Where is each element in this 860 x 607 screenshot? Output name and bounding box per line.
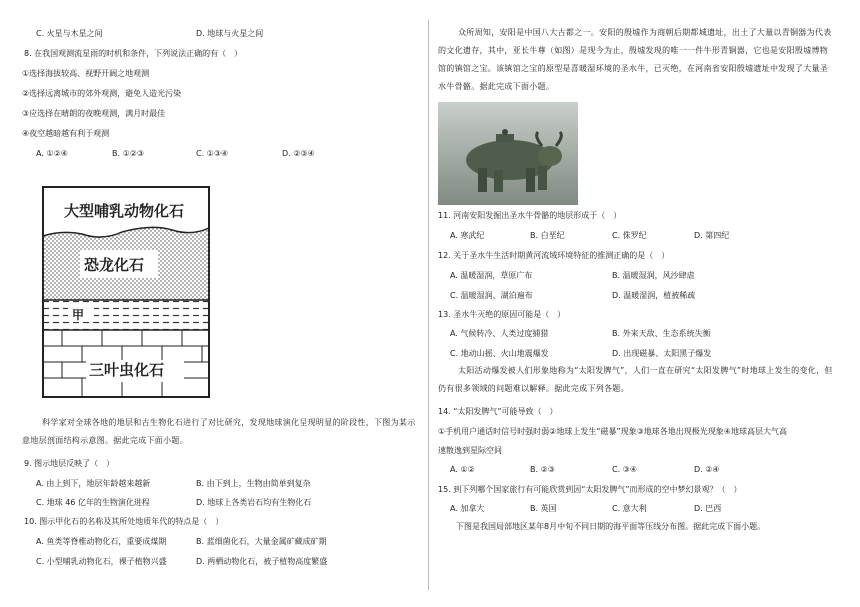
q11-option-a: A. 寒武纪 — [450, 231, 485, 240]
layer-label-dinosaur: 恐龙化石 — [84, 256, 145, 274]
q14-option-d: D. ②④ — [694, 465, 720, 474]
q9-option-c: C. 地球 46 亿年的生物演化进程 — [36, 498, 150, 507]
q14-option-b: B. ②③ — [530, 465, 555, 474]
q15-option-d: D. 巴西 — [694, 504, 722, 513]
q13-option-d: D. 出现磁暴、太阳黑子爆发 — [612, 349, 712, 358]
q8-item-3: ③应选择在晴朗的夜晚观测，满月时最佳 — [22, 109, 166, 118]
q13-option-b: B. 外来天敌、生态系统失衡 — [612, 329, 711, 338]
q14-items-line2: 速散逸到星际空间 — [438, 446, 502, 455]
q12-option-d: D. 温暖湿润，植被稀疏 — [612, 291, 696, 300]
q10-stem: 10. 图示甲化石的名称及其所处地质年代的特点是（ ） — [24, 517, 224, 526]
q9-option-b: B. 由下到上，生物由简单到复杂 — [196, 479, 311, 488]
q15-stem: 15. 到下列哪个国家旅行有可能欣赏到因“太阳发脾气”而形成的空中梦幻景观？（ ） — [438, 485, 742, 494]
q15-option-b: B. 英国 — [530, 504, 557, 513]
q8-item-1: ①选择海拔较高、视野开阔之地观测 — [22, 69, 150, 78]
q13-option-c: C. 地动山摇、火山地震爆发 — [450, 349, 549, 358]
layer-label-jia: 甲 — [72, 308, 85, 322]
q7-option-c: C. 火星与木星之间 — [36, 29, 103, 38]
q13-stem: 13. 圣水牛灭绝的原因可能是（ ） — [438, 310, 566, 319]
q11-stem: 11. 河南安阳发掘出圣水牛骨骼的地层形成于（ ） — [438, 211, 622, 220]
q12-stem: 12. 关于圣水牛生活时期黄河流域环境特征的推测正确的是（ ） — [438, 251, 670, 260]
q10-option-b: B. 蓝细菌化石，大量金属矿藏成矿期 — [196, 537, 327, 546]
q10-option-d: D. 两栖动物化石，被子植物高度繁盛 — [196, 557, 328, 566]
pressure-map-intro: 下图是我国局部地区某年8月中旬不同日期的海平面等压线分布图。据此完成下面小题。 — [456, 522, 766, 531]
q7-option-d: D. 地球与火星之间 — [196, 29, 264, 38]
sun-intro-paragraph: 太阳活动爆发被人们形象地称为“太阳发脾气”，人们一直在研究“太阳发脾气”时地球上发生的变化，但仍有很多领域的问题难以解释。据此完成下列各题。 — [438, 366, 833, 393]
q10-option-c: C. 小型哺乳动物化石，裸子植物兴盛 — [36, 557, 167, 566]
q10-option-a: A. 鱼类等脊椎动物化石，重要成煤期 — [36, 537, 167, 546]
q8-stem: 8. 在我国观测流星雨的时机和条件，下列说法正确的有（ ） — [24, 49, 243, 58]
q8-item-2: ②选择远离城市的郊外观测，避免人造光污染 — [22, 89, 182, 98]
layer-label-trilobite: 三叶虫化石 — [89, 361, 165, 379]
q8-item-4: ④夜空越暗越有利于观测 — [22, 129, 110, 138]
q11-option-c: C. 侏罗纪 — [612, 231, 647, 240]
q8-option-c: C. ①③④ — [196, 149, 229, 158]
q12-option-c: C. 温暖湿润，湖泊遍布 — [450, 291, 533, 300]
q12-option-b: B. 温暖湿润，风沙肆虐 — [612, 271, 695, 280]
figure-intro-paragraph: 科学家对全球各地的地层和古生物化石进行了对比研究，发现地球演化呈现明显的阶段性，下图为某示意地层剖面结构示意图。据此完成下面小题。 — [22, 418, 416, 445]
q8-option-d: D. ②③④ — [282, 149, 315, 158]
q9-option-a: A. 由上到下，地层年龄越来越新 — [36, 479, 151, 488]
q14-option-c: C. ③④ — [612, 465, 638, 474]
layer-label-mammal: 大型哺乳动物化石 — [64, 202, 185, 220]
q14-option-a: A. ①② — [450, 465, 475, 474]
anyang-intro-paragraph: 众所周知，安阳是中国八大古都之一。安阳的殷墟作为商朝后期都城遗址，出土了大量以青铜器为代表的文化遗存，其中，亚长牛尊（如图）是现今为止，殷墟发现的唯一一件牛形青铜器，它也是安阳殷墟博物馆的镇馆之宝。该镇馆之宝的原型是喜暖湿环境的圣水牛，已灭绝，在河南省安阳殷墟遗址中发现了大量圣水牛骨骼。据此完成下面小题。 — [438, 28, 832, 91]
strata-figure — [42, 186, 210, 398]
q11-option-d: D. 第四纪 — [694, 231, 730, 240]
column-divider — [428, 20, 429, 590]
q9-option-d: D. 地球上各类岩石均有生物化石 — [196, 498, 312, 507]
q15-option-c: C. 意大利 — [612, 504, 647, 513]
q9-stem: 9. 图示地层反映了（ ） — [24, 459, 115, 468]
q8-option-a: A. ①②④ — [36, 149, 68, 158]
bronze-ox-photo — [438, 102, 578, 205]
q15-option-a: A. 加拿大 — [450, 504, 485, 513]
q12-option-a: A. 温暖湿润，草原广布 — [450, 271, 533, 280]
q14-items-line1: ①手机用户通话时信号时强时弱②地球上发生“磁暴”现象③地球各地出现极光现象④地球高层大气高 — [438, 427, 787, 436]
q8-option-b: B. ①②③ — [112, 149, 145, 158]
bronze-ox-image — [438, 102, 578, 205]
q11-option-b: B. 白垩纪 — [530, 231, 565, 240]
q14-stem: 14. “太阳发脾气”可能导致（ ） — [438, 407, 558, 416]
q13-option-a: A. 气候转冷、人类过度捕猎 — [450, 329, 549, 338]
